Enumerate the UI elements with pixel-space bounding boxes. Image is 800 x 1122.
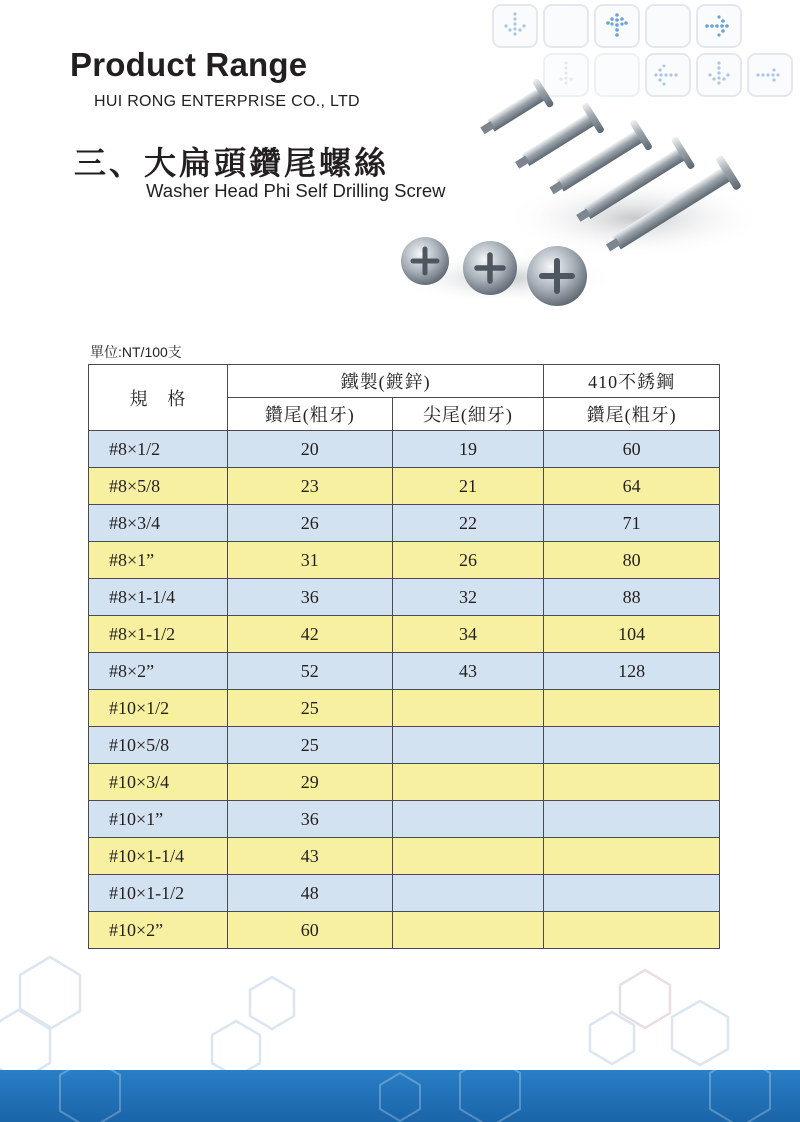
iron-sharp-price-cell (392, 875, 544, 912)
spec-cell: #10×1” (89, 801, 228, 838)
stainless-drill-price-cell: 60 (544, 431, 720, 468)
iron-sharp-price-cell: 22 (392, 505, 544, 542)
iron-sharp-fine-header: 尖尾(細牙) (392, 398, 544, 431)
unit-label: 單位:NT/100支 (90, 344, 182, 360)
table-row (89, 764, 720, 801)
spec-cell: #8×5/8 (89, 468, 228, 505)
spec-cell: #8×1-1/4 (89, 579, 228, 616)
stainless-drill-price-cell (544, 727, 720, 764)
spec-column-header: 規 格 (89, 365, 228, 431)
iron-sharp-price-cell (392, 727, 544, 764)
stainless-drill-price-cell (544, 838, 720, 875)
table-row (89, 579, 720, 616)
table-row (89, 727, 720, 764)
table-row (89, 801, 720, 838)
iron-drill-price-cell: 43 (227, 838, 392, 875)
iron-drill-price-cell: 26 (227, 505, 392, 542)
blank-tile-icon (645, 4, 691, 48)
table-row (89, 468, 720, 505)
spec-cell: #10×1-1/2 (89, 875, 228, 912)
screw-photo (385, 78, 765, 308)
iron-sharp-price-cell (392, 801, 544, 838)
table-row (89, 431, 720, 468)
page-title: Product Range (70, 46, 308, 83)
iron-drill-price-cell: 36 (227, 579, 392, 616)
blank-tile-icon (543, 4, 589, 48)
iron-drill-price-cell: 60 (227, 912, 392, 949)
spec-cell: #10×2” (89, 912, 228, 949)
arrow-up-icon (594, 4, 640, 48)
iron-sharp-price-cell: 26 (392, 542, 544, 579)
arrow-right-icon (696, 4, 742, 48)
iron-drill-price-cell: 29 (227, 764, 392, 801)
table-row (89, 838, 720, 875)
stainless-drill-price-cell (544, 690, 720, 727)
spec-cell: #10×1/2 (89, 690, 228, 727)
table-row (89, 690, 720, 727)
iron-drill-price-cell: 23 (227, 468, 392, 505)
iron-galvanized-header: 鐵製(鍍鋅) (227, 365, 543, 398)
table-row (89, 653, 720, 690)
stainless-drill-price-cell (544, 764, 720, 801)
table-row (89, 542, 720, 579)
stainless-drill-price-cell: 128 (544, 653, 720, 690)
iron-sharp-price-cell (392, 690, 544, 727)
iron-drill-price-cell: 42 (227, 616, 392, 653)
product-title-chinese: 三、大扁頭鑽尾螺絲 (74, 145, 390, 181)
company-name: HUI RONG ENTERPRISE CO., LTD (94, 93, 360, 110)
stainless-drill-coarse-header: 鑽尾(粗牙) (544, 398, 720, 431)
price-table-body (89, 431, 720, 949)
spec-cell: #8×1” (89, 542, 228, 579)
table-row (89, 505, 720, 542)
spec-cell: #8×2” (89, 653, 228, 690)
arrow-down-icon (492, 4, 538, 48)
iron-drill-price-cell: 20 (227, 431, 392, 468)
spec-cell: #10×1-1/4 (89, 838, 228, 875)
spec-cell: #8×1/2 (89, 431, 228, 468)
stainless-drill-price-cell: 80 (544, 542, 720, 579)
table-row (89, 875, 720, 912)
stainless-drill-price-cell: 88 (544, 579, 720, 616)
iron-drill-price-cell: 52 (227, 653, 392, 690)
stainless-drill-price-cell (544, 801, 720, 838)
stainless-drill-price-cell (544, 912, 720, 949)
iron-sharp-price-cell: 19 (392, 431, 544, 468)
price-table (88, 364, 720, 949)
stainless-410-header: 410不銹鋼 (544, 365, 720, 398)
spec-cell: #10×5/8 (89, 727, 228, 764)
product-title-english: Washer Head Phi Self Drilling Screw (146, 180, 446, 201)
iron-sharp-price-cell: 32 (392, 579, 544, 616)
stainless-drill-price-cell (544, 875, 720, 912)
iron-drill-price-cell: 25 (227, 727, 392, 764)
iron-sharp-price-cell (392, 912, 544, 949)
iron-drill-coarse-header: 鑽尾(粗牙) (227, 398, 392, 431)
iron-drill-price-cell: 36 (227, 801, 392, 838)
iron-sharp-price-cell: 21 (392, 468, 544, 505)
stainless-drill-price-cell: 71 (544, 505, 720, 542)
iron-drill-price-cell: 48 (227, 875, 392, 912)
iron-sharp-price-cell: 34 (392, 616, 544, 653)
hexagon-footer-decoration (0, 955, 800, 1122)
iron-sharp-price-cell (392, 838, 544, 875)
table-row (89, 912, 720, 949)
iron-sharp-price-cell (392, 764, 544, 801)
iron-drill-price-cell: 25 (227, 690, 392, 727)
stainless-drill-price-cell: 104 (544, 616, 720, 653)
stainless-drill-price-cell: 64 (544, 468, 720, 505)
spec-cell: #10×3/4 (89, 764, 228, 801)
table-row (89, 616, 720, 653)
spec-cell: #8×3/4 (89, 505, 228, 542)
iron-drill-price-cell: 31 (227, 542, 392, 579)
iron-sharp-price-cell: 43 (392, 653, 544, 690)
spec-cell: #8×1-1/2 (89, 616, 228, 653)
